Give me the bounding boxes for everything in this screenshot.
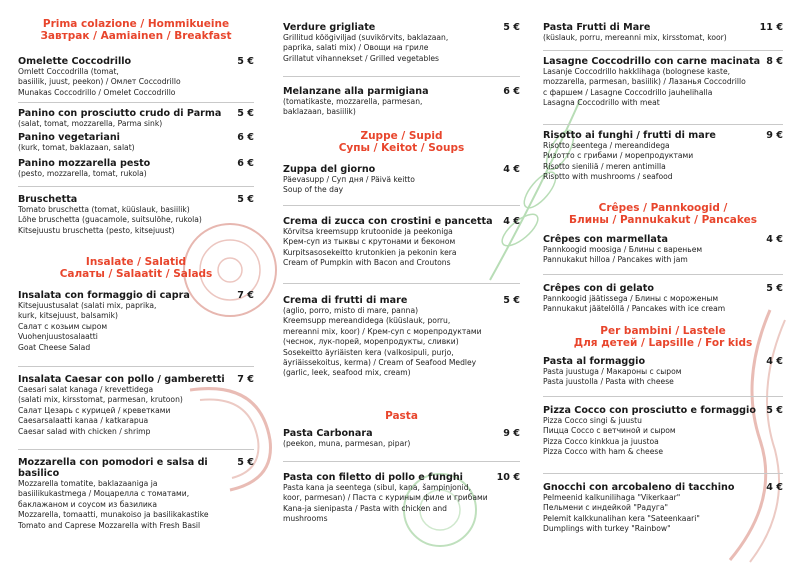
- menu-column-middle: [283, 0, 520, 568]
- menu-item: Panino vegetariani 6 € (kurk, tomat, baklazaan, salat): [18, 132, 254, 152]
- divider: [543, 274, 783, 275]
- menu-item: Pasta al formaggio 4 € Pasta juustuga / Макароны с сыром Pasta juustolla / Pasta with cheese: [543, 356, 783, 387]
- section-title-pasta: Pasta: [385, 410, 418, 422]
- divider: [543, 473, 783, 474]
- menu-item: Insalata con formaggio di capra 7 € Kitsejuustusalat (salati mix, paprika, kurk, kitsejuust, balsamik) Салат с козьим сыром Vuohenjuustosalaatti Goat Cheese Salad: [18, 290, 254, 352]
- section-title-crepes: Crêpes / Pannkoogid / Блины / Pannukakut / Pancakes: [569, 202, 757, 226]
- divider: [283, 76, 520, 77]
- menu-item: Gnocchi con arcobaleno di tacchino 4 € Pelmeenid kalkunilihaga "Vikerkaar" Пельмени с индейкой "Радуга" Pelemit kalkkunalihan kera "Sateenkaari" Dumplings with turkey "Rainbow": [543, 482, 783, 534]
- divider: [543, 50, 783, 51]
- menu-item: Verdure grigliate 5 € Grillitud köögiviljad (suvikõrvits, baklazaan, paprika, salati mix) / Овощи на гриле Grillatut vihannekset / Grilled vegetables: [283, 22, 520, 63]
- section-title-breakfast: Prima colazione / Hommikueine Завтрак / Aamiainen / Breakfast: [40, 18, 232, 42]
- section-title-salads: Insalate / Salatid Салаты / Salaatit / Salads: [59, 256, 213, 280]
- menu-item: Panino mozzarella pesto 6 € (pesto, mozzarella, tomat, rukola): [18, 158, 254, 178]
- menu-item: Risotto ai funghi / frutti di mare 9 € Risotto seentega / mereandidega Ризотто с грибами / морепродуктами Risotto sieniliä / meren antimilla Risotto with mushrooms / seafood: [543, 130, 783, 182]
- menu-item: Panino con prosciutto crudo di Parma 5 € (salat, tomat, mozzarella, Parma sink): [18, 108, 254, 128]
- menu-item: Crêpes con marmellata 4 € Pannkoogid moosiga / Блины с вареньем Pannukakut hilloa / Pancakes with jam: [543, 234, 783, 265]
- menu-item: Omelette Coccodrillo 5 € Omlett Coccodrilla (tomat, basiilik, juust, peekon) / Омлет Coccodrillo Munakas Coccodrillo / Omelet Coccodrillo: [18, 56, 254, 97]
- divider: [283, 461, 520, 462]
- divider: [283, 205, 520, 206]
- divider: [18, 449, 254, 450]
- divider: [543, 124, 783, 125]
- menu-item: Pasta con filetto di pollo e funghi 10 € Pasta kana ja seentega (sibul, kana, šampinjonid, koor, parmesan) / Паста с куриным филе и грибами Kana-ja sienipasta / Pasta with chicken and mushrooms: [283, 472, 520, 524]
- menu-item: Lasagne Coccodrillo con carne macinata 8 € Lasanje Coccodrillo hakklihaga (bolognese kaste, mozzarella, parmesan, basiilik) / Лазанья Coccodrillo с фаршем / Lasagne Coccodrillo jauhelihalla Lasagna Coccodrillo with meat: [543, 56, 783, 108]
- menu-item: Crêpes con di gelato 5 € Pannkoogid jäätissega / Блины с мороженым Pannukakut jäätelöllä / Pancakes with ice cream: [543, 283, 783, 314]
- menu-item: Melanzane alla parmigiana 6 € (tomatikaste, mozzarella, parmesan, baklazaan, basiilik): [283, 86, 520, 117]
- menu-item: Pasta Frutti di Mare 11 € (küslauk, porru, mereanni mix, kirsstomat, koor): [543, 22, 783, 42]
- menu-item: Bruschetta 5 € Tomato bruschetta (tomat, küüslauk, basiilik) Lõhe bruschetta (guacamole, suitsulõhe, rukola) Kitsejuustu bruschetta (pesto, kitsejuust): [18, 194, 254, 235]
- menu-item: Zuppa del giorno 4 € Päevasupp / Суп дня / Päivä keitto Soup of the day: [283, 164, 520, 195]
- divider: [18, 366, 254, 367]
- menu-item: Pasta Carbonara 9 € (peekon, muna, parmesan, pipar): [283, 428, 520, 448]
- divider: [543, 396, 783, 397]
- menu-column-left: [18, 0, 254, 568]
- divider: [283, 283, 520, 284]
- menu-column-right: [543, 0, 783, 568]
- menu-item: Crema di frutti di mare 5 € (aglio, porro, misto di mare, panna) Kreemsupp mereandidega (küüslauk, porru, mereanni mix, koor) / Крем-суп с морепродуктами (чеснок, лук-порей, морепродукты, сливки) Sosekeitto äyriäisten kera (valkosipuli, purjo, äyriäissekoitus, kerma) / Cream of Seafood Medley (garlic, leek, seafood mix, cream): [283, 295, 520, 378]
- menu-item: Pizza Cocco con prosciutto e formaggio 5 € Pizza Cocco singi & juustu Пицца Cocco с ветчиной и сыром Pizza Cocco kinkkua ja juustoa Pizza Cocco with ham & cheese: [543, 405, 783, 457]
- menu-item: Insalata Caesar con pollo / gamberetti 7 € Caesari salat kanaga / krevettidega (salati mix, kirsstomat, parmesan, krutoon) Салат Цезарь с курицей / креветками Caesarsalaatti kanaa / katkarapua Caesar salad with chicken / shrimp: [18, 374, 254, 436]
- divider: [18, 102, 254, 103]
- section-title-kids: Per bambini / Lastele Для детей / Lapsille / For kids: [573, 325, 753, 349]
- menu-item: Mozzarella con pomodori e salsa di basilico 5 € Mozzarella tomatite, baklazaaniga ja basiilikukastmega / Моцарелла с томатами, баклажаном и соусом из базилика Mozzarella, tomaatti, munakoiso ja basilikakastike Tomato and Caprese Mozzarella with Fresh Basil: [18, 457, 254, 530]
- menu-item: Crema di zucca con crostini e pancetta 4 € Kõrvitsa kreemsupp krutoonide ja peekoniga Крем-суп из тыквы с крутонами и беконом Kurpitsasosekeitto krutonkien ja pekonin kera Cream of Pumpkin with Bacon and Croutons: [283, 216, 520, 268]
- divider: [18, 186, 254, 187]
- section-title-soups: Zuppe / Supid Супы / Keitot / Soups: [338, 130, 465, 154]
